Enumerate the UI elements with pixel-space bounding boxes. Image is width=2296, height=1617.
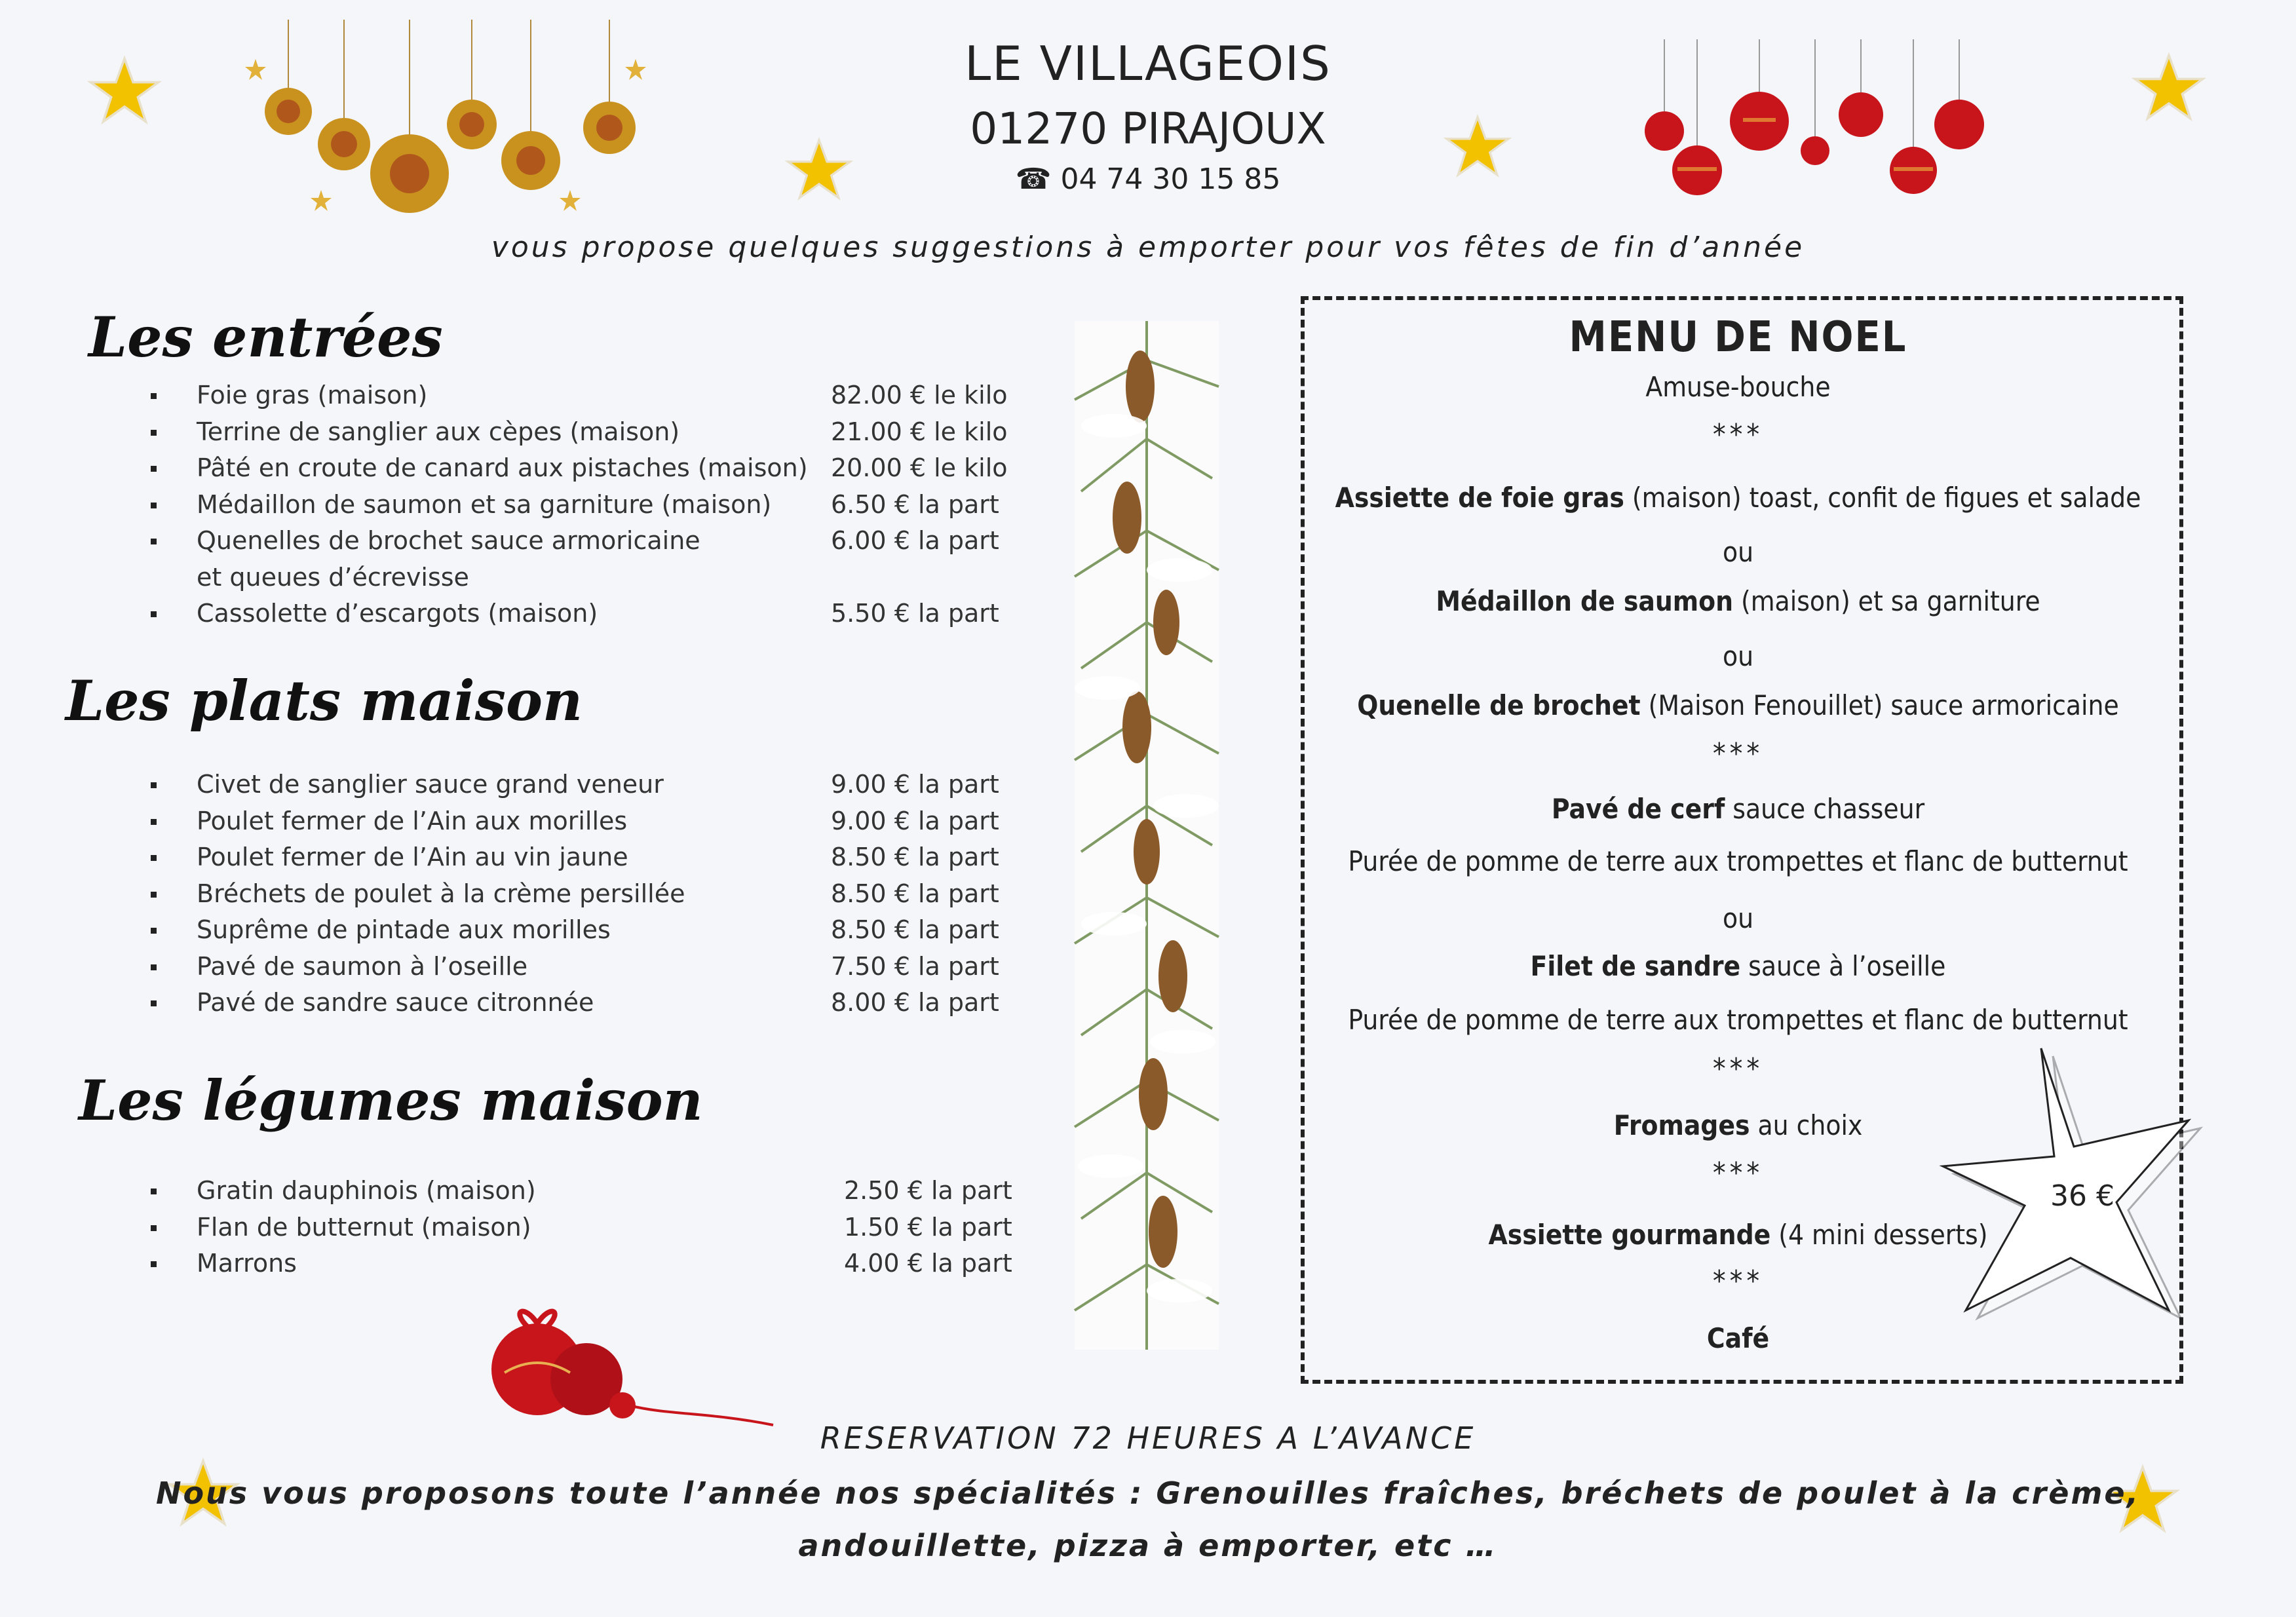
menu-or: ou (1722, 902, 1754, 934)
menu-separator: *** (1712, 1052, 1764, 1086)
phone-number: 04 74 30 15 85 (1060, 162, 1281, 196)
list-item: Cassolette d’escargots (maison) 5.50 € la part (151, 596, 1055, 632)
footer-specialities-continued: andouillette, pizza à emporter, etc … (798, 1528, 1498, 1563)
entrees-list (151, 377, 1055, 632)
list-item: Poulet fermer de l’Ain aux morilles 9.00 € la part (151, 803, 1055, 840)
list-item: Bréchets de poulet à la crème persillée 8.50 € la part (151, 876, 1055, 913)
menu-cafe: Café (1706, 1322, 1770, 1354)
plats-list (151, 767, 1055, 1021)
menu-entree-3: Quenelle de brochet (Maison Fenouillet) sauce armoricaine (1357, 689, 2119, 721)
menu-amuse-bouche: Amuse-bouche (1645, 371, 1831, 403)
footer-specialities: Nous vous proposons toute l’année nos spécialités : Grenouilles fraîches, bréchets de poulet à la crème, (155, 1475, 2141, 1511)
phone-line (0, 162, 2296, 196)
menu-separator: *** (1712, 418, 1764, 451)
list-item: Foie gras (maison) 82.00 € le kilo (151, 377, 1055, 414)
section-title-legumes: Les légumes maison (79, 1068, 703, 1133)
list-item: Suprême de pintade aux morilles 8.50 € la part (151, 912, 1055, 949)
list-item: Quenelles de brochet sauce armoricaine et queues d’écrevisse 6.00 € la part (151, 523, 1055, 596)
menu-entree-1: Assiette de foie gras (maison) toast, confit de figues et salade (1335, 482, 2141, 514)
list-item: Flan de butternut (maison) 1.50 € la part (151, 1209, 1055, 1246)
list-item: Pâté en croute de canard aux pistaches (maison) 20.00 € le kilo (151, 450, 1055, 487)
legumes-list (151, 1173, 1055, 1282)
menu-dessert: Assiette gourmande (4 mini desserts) (1488, 1219, 1988, 1251)
list-item: Pavé de saumon à l’oseille 7.50 € la part (151, 949, 1055, 985)
list-item: Pavé de sandre sauce citronnée 8.00 € la part (151, 985, 1055, 1021)
list-item: Marrons 4.00 € la part (151, 1246, 1055, 1282)
section-title-entrees: Les entrées (88, 305, 443, 370)
reservation-notice: RESERVATION 72 HEURES A L’AVANCE (820, 1420, 1476, 1456)
menu-plat-1: Pavé de cerf sauce chasseur (1551, 793, 1925, 825)
section-title-plats: Les plats maison (66, 668, 583, 733)
menu-or: ou (1722, 536, 1754, 568)
bauble-icon (472, 1301, 786, 1432)
menu-fromage: Fromages au choix (1613, 1109, 1863, 1141)
menu-entree-2: Médaillon de saumon (maison) et sa garniture (1436, 585, 2040, 617)
restaurant-postcode: 01270 PIRAJOUX (970, 104, 1326, 154)
menu-or: ou (1722, 640, 1754, 672)
menu-separator: *** (1712, 1265, 1764, 1298)
menu-noel-title: MENU DE NOEL (1569, 313, 1907, 362)
menu-plat-2: Filet de sandre sauce à l’oseille (1530, 950, 1946, 982)
restaurant-name: LE VILLAGEOIS (965, 36, 1331, 91)
list-item: Terrine de sanglier aux cèpes (maison) 21.00 € le kilo (151, 414, 1055, 451)
pine-garland-icon (1048, 321, 1245, 1350)
list-item: Poulet fermer de l’Ain au vin jaune 8.50 € la part (151, 839, 1055, 876)
menu-garniture: Purée de pomme de terre aux trompettes et flanc de butternut (1348, 845, 2128, 877)
list-item: Civet de sanglier sauce grand veneur 9.00 € la part (151, 767, 1055, 803)
phone-icon: ☎ (1015, 162, 1052, 196)
list-item: Médaillon de saumon et sa garniture (maison) 6.50 € la part (151, 487, 1055, 523)
menu-garniture: Purée de pomme de terre aux trompettes et flanc de butternut (1348, 1004, 2128, 1036)
list-item: Gratin dauphinois (maison) 2.50 € la part (151, 1173, 1055, 1209)
menu-price: 36 € (2050, 1179, 2114, 1213)
menu-separator: *** (1712, 1156, 1764, 1190)
tagline: vous propose quelques suggestions à emporter pour vos fêtes de fin d’année (491, 231, 1805, 264)
menu-separator: *** (1712, 737, 1764, 770)
